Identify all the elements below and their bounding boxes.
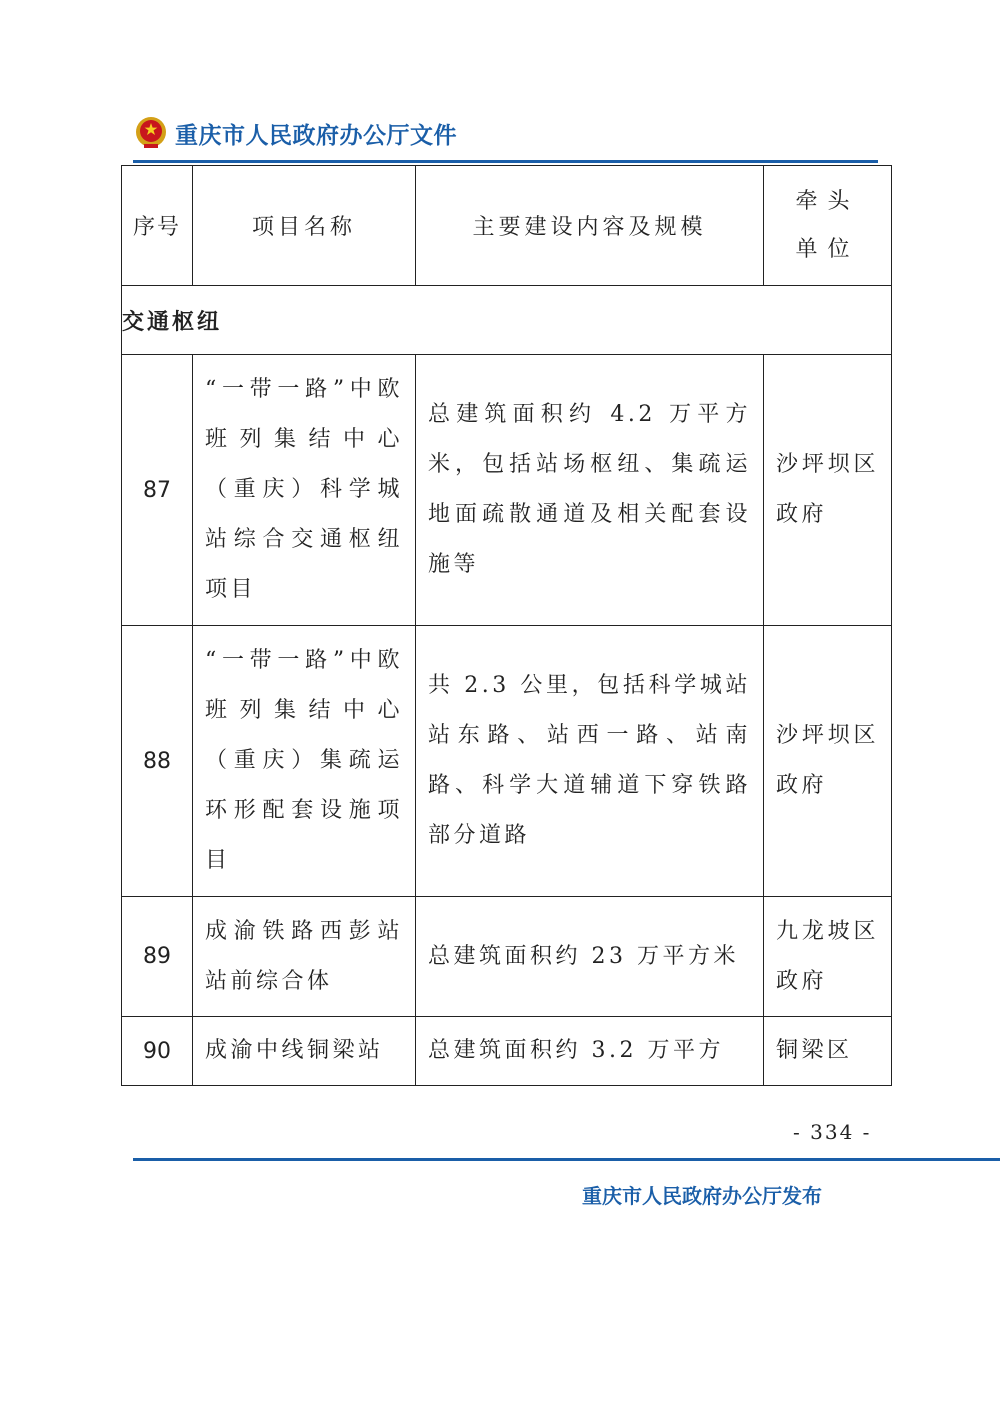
project-table [121, 165, 892, 1086]
row-desc: 总建筑面积约 4.2 万平方米，包括站场枢纽、集疏运地面疏散通道及相关配套设施等 [428, 402, 751, 577]
row-desc: 共 2.3 公里，包括科学城站站东路、站西一路、站南路、科学大道辅道下穿铁路部分道路 [428, 673, 751, 848]
row-unit: 沙坪坝区政府 [776, 723, 879, 798]
header-num: 序号 [122, 166, 193, 286]
row-name: “一带一路”中欧班列集结中心（重庆）集疏运环形配套设施项目 [205, 648, 403, 873]
row-name: “一带一路”中欧班列集结中心（重庆）科学城站综合交通枢纽项目 [205, 377, 403, 602]
table-row [122, 355, 892, 626]
section-row [122, 286, 892, 355]
row-desc: 总建筑面积约 23 万平方米 [428, 943, 739, 969]
row-name: 成渝铁路西彭站站前综合体 [205, 918, 403, 994]
row-num: 89 [122, 897, 193, 1017]
section-title: 交通枢纽 [122, 286, 892, 355]
national-emblem-icon [133, 115, 169, 151]
row-num: 88 [122, 626, 193, 897]
header-name: 项目名称 [193, 166, 416, 286]
row-unit: 沙坪坝区政府 [776, 452, 879, 527]
header-divider [133, 160, 878, 163]
row-unit: 铜梁区 [776, 1038, 853, 1063]
page-number: - 334 - [793, 1120, 872, 1144]
row-desc: 总建筑面积约 3.2 万平方 [428, 1038, 724, 1063]
row-name: 成渝中线铜梁站 [205, 1038, 384, 1063]
document-header [133, 113, 457, 153]
header-title: 重庆市人民政府办公厅文件 [175, 122, 457, 149]
row-unit: 九龙坡区政府 [776, 918, 879, 994]
header-desc: 主要建设内容及规模 [416, 166, 764, 286]
table-row [122, 897, 892, 1017]
footer-publisher: 重庆市人民政府办公厅发布 [582, 1184, 822, 1208]
table-row [122, 626, 892, 897]
table-row [122, 1017, 892, 1086]
table-header-row [122, 166, 892, 286]
footer-divider [133, 1158, 1000, 1161]
row-num: 90 [122, 1017, 193, 1086]
row-num: 87 [122, 355, 193, 626]
header-unit: 牵头单位 [764, 166, 892, 286]
